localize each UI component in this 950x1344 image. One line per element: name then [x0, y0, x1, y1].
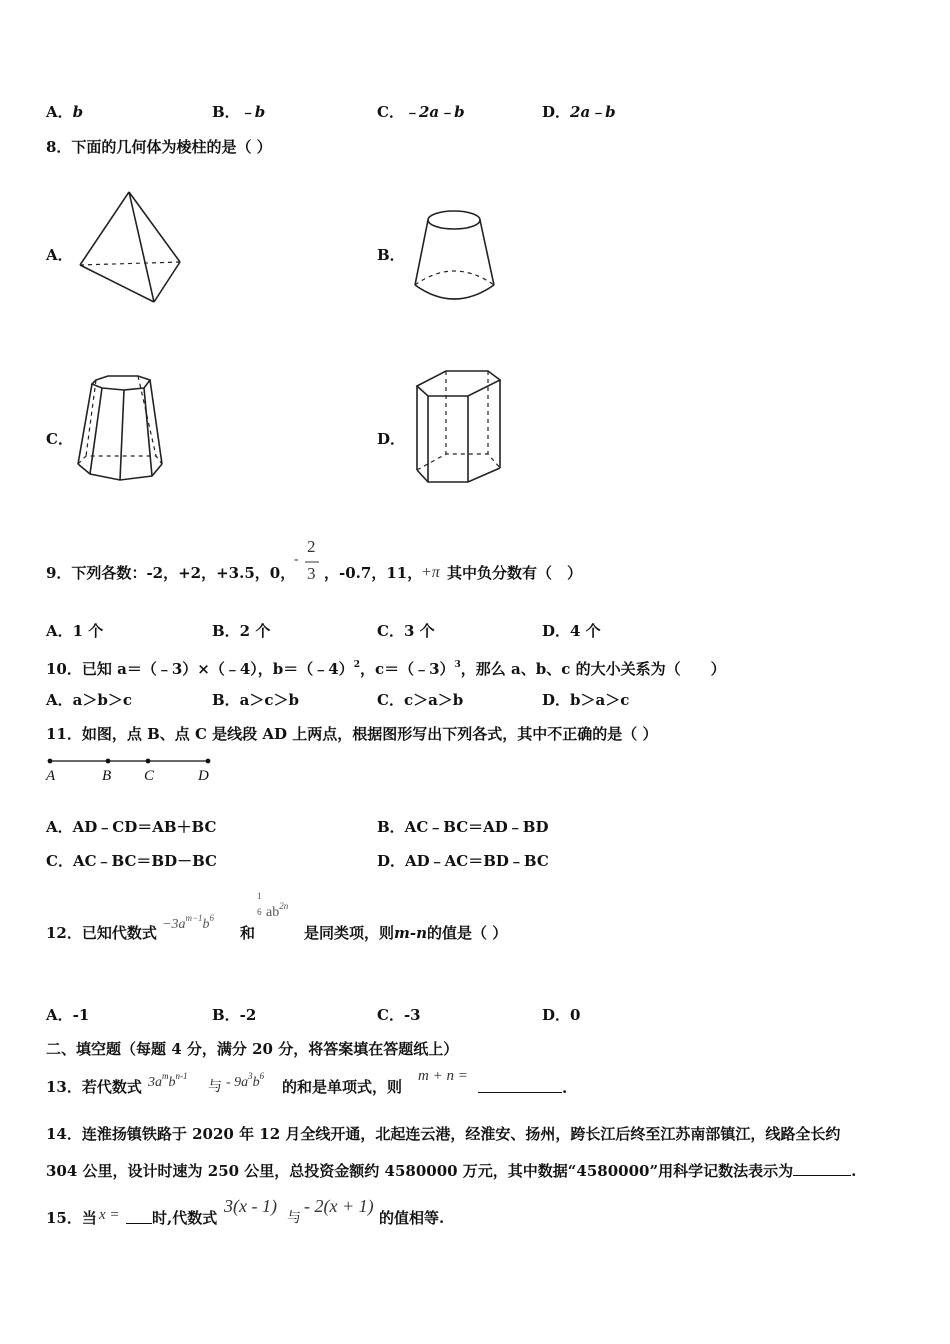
q9-frac-den: 3 — [307, 564, 316, 583]
q11-option-a: A．AD﹣CD＝AB＋BC — [46, 818, 217, 836]
q12-stem-after: 是同类项，则m-n的值是（ ） — [304, 924, 508, 942]
q10-option-d: D．b＞a＞c — [542, 691, 630, 709]
q12-and: 和 — [240, 924, 256, 942]
q7-option-b: B．﹣b — [212, 103, 266, 121]
q13-with: 与 — [208, 1079, 222, 1095]
point-a-label: A — [46, 768, 56, 784]
q15-stem-before: 15．当 — [46, 1209, 97, 1227]
q9-option-b: B．2 个 — [212, 622, 271, 640]
q10-stem: 10．已知 a＝（﹣3）×（﹣4），b＝（﹣4）$^2$，c＝（﹣3）$^3$，那么 a、b、c 的大小关系为（ ） — [46, 660, 726, 678]
q8-label-a: A． — [46, 246, 73, 264]
q14-answer-blank[interactable] — [793, 1160, 851, 1176]
point-b-label: B — [102, 768, 112, 784]
q7-option-c: C．﹣2a﹣b — [377, 103, 465, 121]
q9-frac-num: 2 — [307, 537, 316, 556]
q13-expr2: - $9a^3b^6$ — [226, 1071, 265, 1090]
segment-ad-figure — [46, 756, 216, 766]
q15-with: 与 — [287, 1210, 301, 1226]
q12-option-c: C．-3 — [377, 1006, 421, 1024]
q11-stem: 11．如图，点 B、点 C 是线段 AD 上两点，根据图形写出下列各式，其中不正确的是（ ） — [46, 725, 658, 743]
q15-expr2: - 2(x + 1) — [304, 1196, 374, 1216]
q12-expr1: $-3a^{m-1}b^6$ — [162, 913, 215, 932]
q9-stem-after: 其中负分数有（ ） — [447, 564, 583, 582]
q15-answer-blank[interactable] — [126, 1208, 152, 1229]
q9-stem-mid: ，-0.7，11， — [324, 564, 423, 582]
q9-pi-term: +π — [421, 564, 440, 581]
q8-label-b: B． — [377, 246, 405, 264]
q9-option-c: C．3 个 — [377, 622, 435, 640]
section-2-heading: 二、填空题（每题 4 分，满分 20 分，将答案填在答题纸上） — [46, 1040, 459, 1058]
q9-neg-sign: - — [294, 552, 299, 567]
q10-option-a: A．a＞b＞c — [46, 691, 132, 709]
hexagonal-prism-figure — [412, 368, 504, 488]
q10-option-c: C．c＞a＞b — [377, 691, 464, 709]
q13-answer-blank[interactable]: . — [478, 1077, 567, 1098]
q8-label-c: C． — [46, 430, 73, 448]
q12-expr2-den: 6 — [257, 907, 262, 917]
pyramid-figure — [76, 190, 186, 305]
cone-frustum-figure — [410, 205, 500, 305]
q7-option-a: A．b — [46, 103, 84, 121]
q15-expr1: 3(x - 1) — [224, 1196, 277, 1216]
q11-option-d: D．AD﹣AC＝BD﹣BC — [377, 852, 549, 870]
q12-option-a: A．-1 — [46, 1006, 90, 1024]
q14-line-1: 14．连淮扬镇铁路于 2020 年 12 月全线开通，北起连云港，经淮安、扬州，跨长江后终至江苏南部镇江，线路全长约 — [46, 1125, 841, 1143]
q14-line-2: 304 公里，设计时速为 250 公里，总投资金额约 4580000 万元，其中数据“4580000”用科学记数法表示为 . — [46, 1162, 857, 1180]
q9-frac-bar — [305, 561, 319, 563]
q8-label-d: D． — [377, 430, 406, 448]
q13-expr1: $3a^mb^{n-1}$ — [148, 1071, 188, 1090]
q7-option-d: D．2a﹣b — [542, 103, 616, 121]
q12-option-b: B．-2 — [212, 1006, 257, 1024]
q12-expr2: $ab^{2n}$ — [266, 901, 289, 920]
q9-option-a: A．1 个 — [46, 622, 104, 640]
q10-option-b: B．a＞c＞b — [212, 691, 300, 709]
q8-stem: 8．下面的几何体为棱柱的是（ ） — [46, 138, 272, 156]
q9-option-d: D．4 个 — [542, 622, 601, 640]
q15-stem-end: 的值相等. — [379, 1209, 445, 1227]
q11-option-c: C．AC﹣BC＝BD－BC — [46, 852, 217, 870]
q12-expr2-num: 1 — [257, 891, 262, 901]
q13-stem-before: 13．若代数式 — [46, 1078, 142, 1096]
q15-stem-mid: 时,代数式 — [152, 1209, 218, 1227]
q15-x-eq: x = — [99, 1207, 120, 1223]
q13-expr3: m + n = — [418, 1068, 468, 1084]
q12-option-d: D．0 — [542, 1006, 581, 1024]
point-c-label: C — [144, 768, 155, 784]
q11-option-b: B．AC﹣BC＝AD﹣BD — [377, 818, 549, 836]
prismatoid-figure — [72, 372, 172, 487]
q12-stem-before: 12．已知代数式 — [46, 924, 157, 942]
q13-stem-mid: 的和是单项式，则 — [282, 1078, 403, 1096]
point-d-label: D — [198, 768, 209, 784]
q9-stem-before: 9．下列各数：-2，+2，+3.5，0， — [46, 564, 296, 582]
